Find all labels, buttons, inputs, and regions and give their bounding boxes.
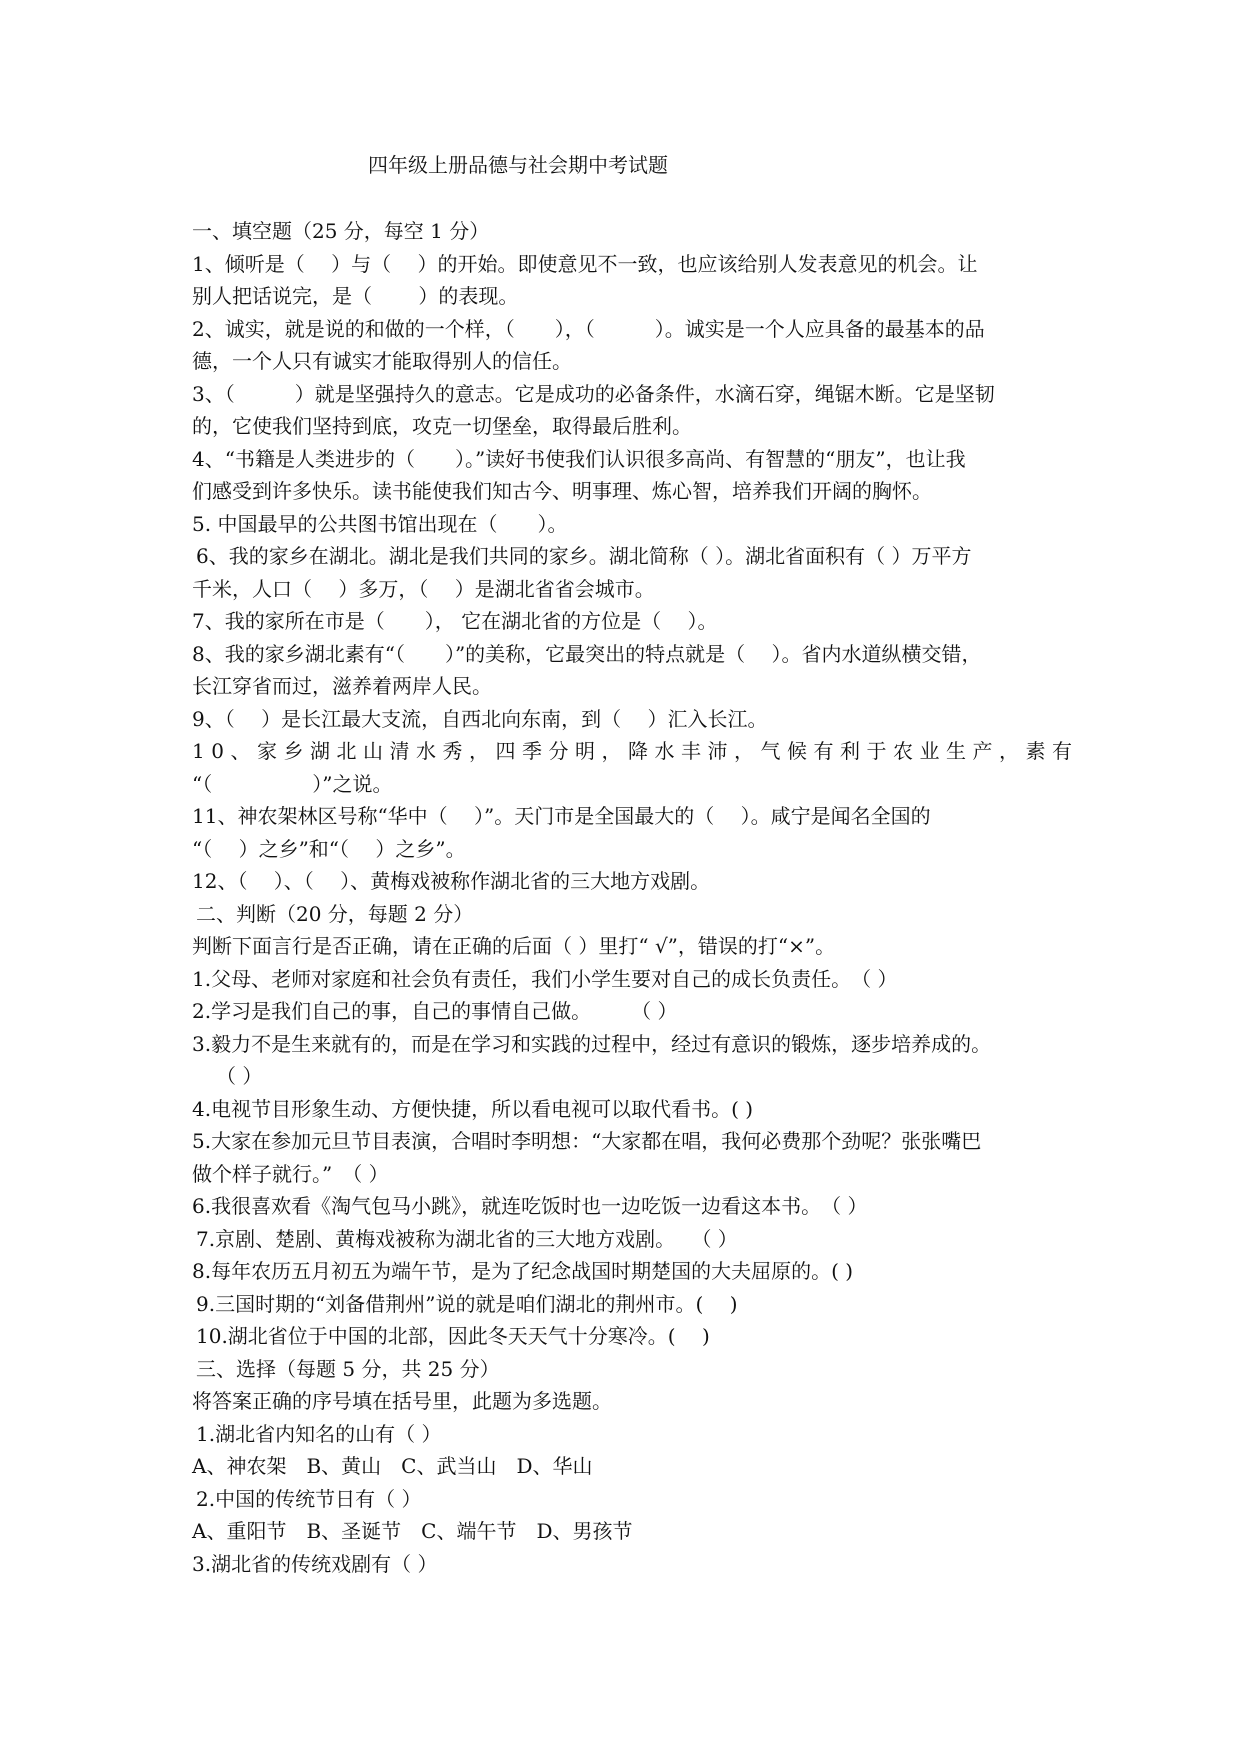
question-line: 1.湖北省内知名的山有（ ）: [196, 1421, 442, 1446]
question-line: 7.京剧、楚剧、黄梅戏被称为湖北省的三大地方戏剧。 （ ）: [196, 1226, 738, 1251]
question-line: 别人把话说完，是（ ）的表现。: [192, 284, 519, 308]
question-line: 德，一个人只有诚实才能取得别人的信任。: [192, 349, 572, 373]
question-line: 7、我的家所在市是（ ）， 它在湖北省的方位是（ ）。: [192, 609, 718, 633]
answer-bracket-line: （ ）: [216, 1064, 263, 1088]
question-line: “（ ）”之说。: [192, 771, 393, 796]
question-line: 3.毅力不是生来就有的，而是在学习和实践的过程中，经过有意识的锻炼，逐步培养成的。: [192, 1031, 992, 1056]
question-line: 长江穿省而过，滋养着两岸人民。: [192, 674, 492, 698]
question-line: 5. 中国最早的公共图书馆出现在（ ）。: [192, 511, 568, 536]
exam-body: [192, 215, 1079, 1580]
question-line: 8、我的家乡湖北素有“（ ）”的美称，它最突出的特点就是（ ）。省内水道纵横交错，: [192, 641, 982, 666]
question-line: 11、神农架林区号称“华中（ ）”。天门市是全国最大的（ ）。咸宁是闻名全国的: [192, 804, 931, 828]
page-title: 四年级上册品德与社会期中考试题: [368, 153, 668, 177]
question-line: 10、家乡湖北山清水秀，四季分明，降水丰沛，气候有利于农业生产，素有: [192, 739, 1079, 763]
question-line: 6、我的家乡在湖北。湖北是我们共同的家乡。湖北简称（ ）。湖北省面积有（ ）万平方: [196, 544, 972, 568]
question-line: 1.父母、老师对家庭和社会负有责任，我们小学生要对自己的成长负责任。 （ ）: [192, 966, 898, 991]
question-line: 4、“书籍是人类进步的（ ）。”读好书使我们认识很多高尚、有智慧的“朋友”，也让我: [192, 446, 966, 471]
question-line: 3、（ ）就是坚强持久的意志。它是成功的必备条件，水滴石穿，绳锯木断。它是坚韧: [192, 381, 995, 406]
section-heading-fill-in: 一、填空题（25 分，每空 1 分）: [192, 219, 490, 243]
question-line: 1、倾听是（ ）与（ ）的开始。即使意见不一致，也应该给别人发表意见的机会。让: [192, 251, 978, 276]
question-line: “（ ）之乡”和“（ ）之乡”。: [192, 836, 466, 861]
options-line: A、神农架 B、黄山 C、武当山 D、华山: [192, 1454, 593, 1478]
question-line: 8.每年农历五月初五为端午节，是为了纪念战国时期楚国的大夫屈原的。( ): [192, 1259, 854, 1283]
question-line: 3.湖北省的传统戏剧有（ ）: [192, 1551, 438, 1576]
question-line: 9、（ ）是长江最大支流，自西北向东南，到（ ）汇入长江。: [192, 706, 768, 731]
question-line: 2、诚实，就是说的和做的一个样，（ ），（ ）。诚实是一个人应具备的最基本的品: [192, 316, 985, 341]
instruction-line: 将答案正确的序号填在括号里，此题为多选题。: [192, 1389, 612, 1413]
instruction-line: 判断下面言行是否正确，请在正确的后面（ ）里打“ √”，错误的打“×”。: [192, 934, 836, 958]
question-line: 的，它使我们坚持到底，攻克一切堡垒，取得最后胜利。: [192, 414, 692, 438]
question-line: 9.三国时期的“刘备借荆州”说的就是咱们湖北的荆州市。( ): [196, 1291, 738, 1316]
question-line: 们感受到许多快乐。读书能使我们知古今、明事理、炼心智，培养我们开阔的胸怀。: [192, 479, 932, 503]
question-line: 千米，人口（ ）多万，（ ）是湖北省省会城市。: [192, 576, 655, 601]
question-line: 做个样子就行。” （ ）: [192, 1161, 389, 1186]
question-line: 5.大家在参加元旦节目表演，合唱时李明想：“大家都在唱，我何必费那个劲呢？张张嘴巴: [192, 1129, 982, 1153]
question-line: 12、（ ）、（ ）、黄梅戏被称作湖北省的三大地方戏剧。: [192, 869, 711, 893]
section-heading-judge: 二、判断（20 分，每题 2 分）: [196, 901, 474, 926]
question-line: 6.我很喜欢看《淘气包马小跳》，就连吃饭时也一边吃饭一边看这本书。 （ ）: [192, 1194, 868, 1218]
section-heading-choice: 三、选择（每题 5 分，共 25 分）: [196, 1356, 500, 1381]
question-line: 10.湖北省位于中国的北部，因此冬天天气十分寒冷。( ): [196, 1324, 710, 1348]
options-line: A、重阳节 B、圣诞节 C、端午节 D、男孩节: [192, 1519, 633, 1543]
question-line: 2.学习是我们自己的事，自己的事情自己做。 （ ）: [192, 999, 678, 1023]
question-line: 4.电视节目形象生动、方便快捷，所以看电视可以取代看书。( ): [192, 1096, 754, 1121]
question-line: 2.中国的传统节日有（ ）: [196, 1486, 422, 1511]
